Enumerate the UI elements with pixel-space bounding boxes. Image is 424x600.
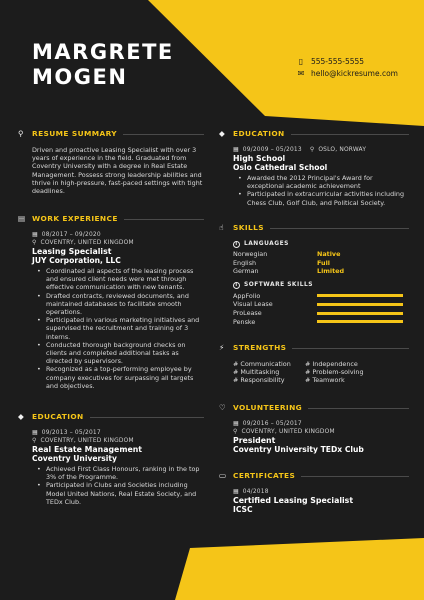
- bolt-icon: ⚡: [219, 342, 225, 352]
- education-left-section: [18, 411, 204, 506]
- list-item: • Conducted thorough background checks on clients and completed additional tasks as directed by supervisors.: [36, 341, 204, 366]
- education-title: EDUCATION: [233, 128, 285, 138]
- education-school: Oslo Cathedral School: [233, 163, 328, 172]
- software-row: [233, 309, 409, 318]
- strengths-title: STRENGTHS: [233, 342, 287, 352]
- certificate-date: 04/2018: [242, 489, 269, 495]
- skills-title: SKILLS: [233, 222, 264, 232]
- calendar-icon: ▦: [233, 147, 239, 153]
- strength-tag: # Independence: [305, 360, 358, 368]
- list-item: • Achieved First Class Honours, ranking in the top 3% of the Programme.: [36, 465, 204, 481]
- divider: [301, 476, 409, 477]
- skill-bar: [317, 294, 403, 297]
- divider: [292, 348, 409, 349]
- education-location: COVENTRY, UNITED KINGDOM: [40, 438, 134, 444]
- first-name: MARGRETE: [32, 40, 174, 64]
- location-pin-icon: ⚲: [309, 147, 315, 153]
- software-row: [233, 317, 409, 326]
- software-name: Penske: [233, 317, 256, 326]
- education-title: EDUCATION: [32, 411, 84, 421]
- divider: [270, 228, 409, 229]
- strength-tag: # Communication: [233, 360, 291, 368]
- skill-bar-fill: [317, 294, 403, 297]
- work-location: COVENTRY, UNITED KINGDOM: [40, 240, 134, 246]
- phone-number: 555-555-5555: [310, 56, 365, 66]
- contact-info: [295, 55, 398, 79]
- volunteering-section: [219, 402, 409, 456]
- strength-tag: # Teamwork: [305, 376, 345, 385]
- envelope-icon: ✉: [297, 68, 305, 78]
- list-item: • Participated in various marketing initiatives and supervised the recruitment and training of 3 interns.: [36, 316, 204, 341]
- language-name: German: [233, 267, 259, 276]
- calendar-icon: ▦: [32, 430, 38, 436]
- divider: [308, 408, 409, 409]
- certificate-name: Certified Leasing Specialist: [233, 496, 354, 505]
- list-item: • Recognized as a top-performing employee by company executives for surpassing all targets and objectives.: [36, 365, 204, 390]
- language-row: [233, 250, 409, 258]
- phone-icon: ▯: [298, 56, 304, 66]
- graduation-cap-icon: ◆: [219, 128, 225, 138]
- certificates-title: CERTIFICATES: [233, 470, 296, 480]
- strengths-section: [219, 342, 409, 385]
- software-row: [233, 292, 409, 301]
- person-icon: ⚲: [18, 128, 24, 138]
- divider: [124, 219, 204, 220]
- language-level: Native: [317, 250, 341, 259]
- work-company: JUY Corporation, LLC: [32, 256, 121, 265]
- list-item: • Participated in extracurricular activities including Chess Club, Golf Club, and Political Society.: [237, 190, 409, 206]
- phone-row: [295, 55, 398, 67]
- calendar-icon: ▦: [233, 421, 239, 427]
- divider: [291, 134, 409, 135]
- software-title: SOFTWARE SKILLS: [244, 282, 313, 289]
- language-row: [233, 267, 409, 275]
- skill-bar: [317, 320, 403, 323]
- software-name: ProLease: [233, 309, 262, 317]
- work-meta: [32, 231, 204, 239]
- education-bullets: [233, 174, 409, 207]
- software-name: Visual Lease: [233, 300, 273, 309]
- info-icon: i: [233, 241, 240, 248]
- skill-bar: [317, 312, 403, 315]
- certificate-issuer: ICSC: [233, 505, 253, 514]
- strengths-list: [219, 360, 409, 385]
- work-section: [18, 213, 204, 390]
- info-icon: i: [233, 282, 240, 289]
- skill-bar-fill: [317, 320, 403, 323]
- skill-bar-fill: [317, 303, 403, 306]
- skills-section: [219, 222, 409, 326]
- education-bullets: [32, 465, 204, 506]
- list-item: • Coordinated all aspects of the leasing process and ensured client needs were met through effective communication with new tenants.: [36, 267, 204, 292]
- candidate-name: [32, 40, 174, 90]
- language-row: [233, 259, 409, 267]
- divider: [123, 134, 204, 135]
- language-name: Norwegian: [233, 250, 268, 259]
- skill-bar-fill: [317, 312, 403, 315]
- bottom-yellow-shape: [175, 538, 424, 600]
- education-date: 09/2009 – 05/2013: [242, 147, 302, 153]
- education-degree: Real Estate Management: [32, 445, 143, 454]
- work-role: Leasing Specialist: [32, 247, 112, 256]
- calendar-icon: ▦: [233, 489, 239, 495]
- graduation-cap-icon: ◆: [18, 411, 24, 421]
- education-location: OSLO, NORWAY: [318, 147, 367, 153]
- volunteering-role: President: [233, 436, 276, 445]
- work-title: WORK EXPERIENCE: [32, 213, 118, 223]
- list-item: • Participated in Clubs and Societies including Model United Nations, Real Estate Society, and TEDx Club.: [36, 481, 204, 506]
- volunteering-title: VOLUNTEERING: [233, 402, 303, 412]
- location-pin-icon: ⚲: [233, 429, 238, 435]
- calendar-icon: ▦: [32, 232, 38, 238]
- volunteering-location: COVENTRY, UNITED KINGDOM: [241, 429, 335, 435]
- heart-icon: ♡: [219, 402, 226, 412]
- volunteering-org: Coventry University TEDx Club: [233, 445, 364, 454]
- list-item: • Drafted contracts, reviewed documents, and maintained databases to facilitate smooth operations.: [36, 292, 204, 317]
- summary-title: RESUME SUMMARY: [32, 128, 118, 138]
- hand-icon: ☝: [219, 222, 224, 232]
- work-bullets: [32, 267, 204, 390]
- strength-tag: # Problem-solving: [305, 368, 364, 377]
- summary-section: [18, 128, 204, 195]
- education-date: 09/2013 – 05/2017: [41, 430, 101, 436]
- location-pin-icon: ⚲: [32, 240, 37, 246]
- last-name: MOGEN: [32, 65, 128, 89]
- languages-title: LANGUAGES: [244, 241, 289, 247]
- summary-text: Driven and proactive Leasing Specialist with over 3 years of experience in the field. Graduated from Coventry University with a degree in Real Estate Management. Possess strong leadership abilities and thrive in high-pressure, fast-paced settings with tight deadlines.: [32, 146, 203, 196]
- skill-bar: [317, 303, 403, 306]
- list-item: • Awarded the 2012 Principal's Award for exceptional academic achievement: [237, 174, 409, 190]
- work-date: 08/2017 – 09/2020: [41, 232, 101, 238]
- location-pin-icon: ⚲: [32, 438, 37, 444]
- certificate-icon: ▭: [219, 470, 227, 480]
- education-school: Coventry University: [32, 454, 117, 463]
- divider: [90, 417, 204, 418]
- certificates-section: [219, 470, 409, 516]
- briefcase-icon: ▤: [18, 213, 26, 223]
- education-degree: High School: [233, 154, 286, 163]
- software-row: [233, 300, 409, 309]
- software-name: AppFolio: [233, 291, 261, 300]
- strength-tag: # Responsibility: [233, 376, 285, 385]
- language-level: Full: [317, 258, 330, 267]
- strength-tag: # Multitasking: [233, 368, 280, 377]
- language-level: Limited: [317, 267, 345, 276]
- language-name: English: [233, 258, 257, 267]
- email-row: [295, 67, 398, 79]
- education-right-section: [219, 128, 409, 207]
- email-address: hello@kickresume.com: [310, 68, 398, 78]
- volunteering-date: 09/2016 – 05/2017: [242, 421, 302, 427]
